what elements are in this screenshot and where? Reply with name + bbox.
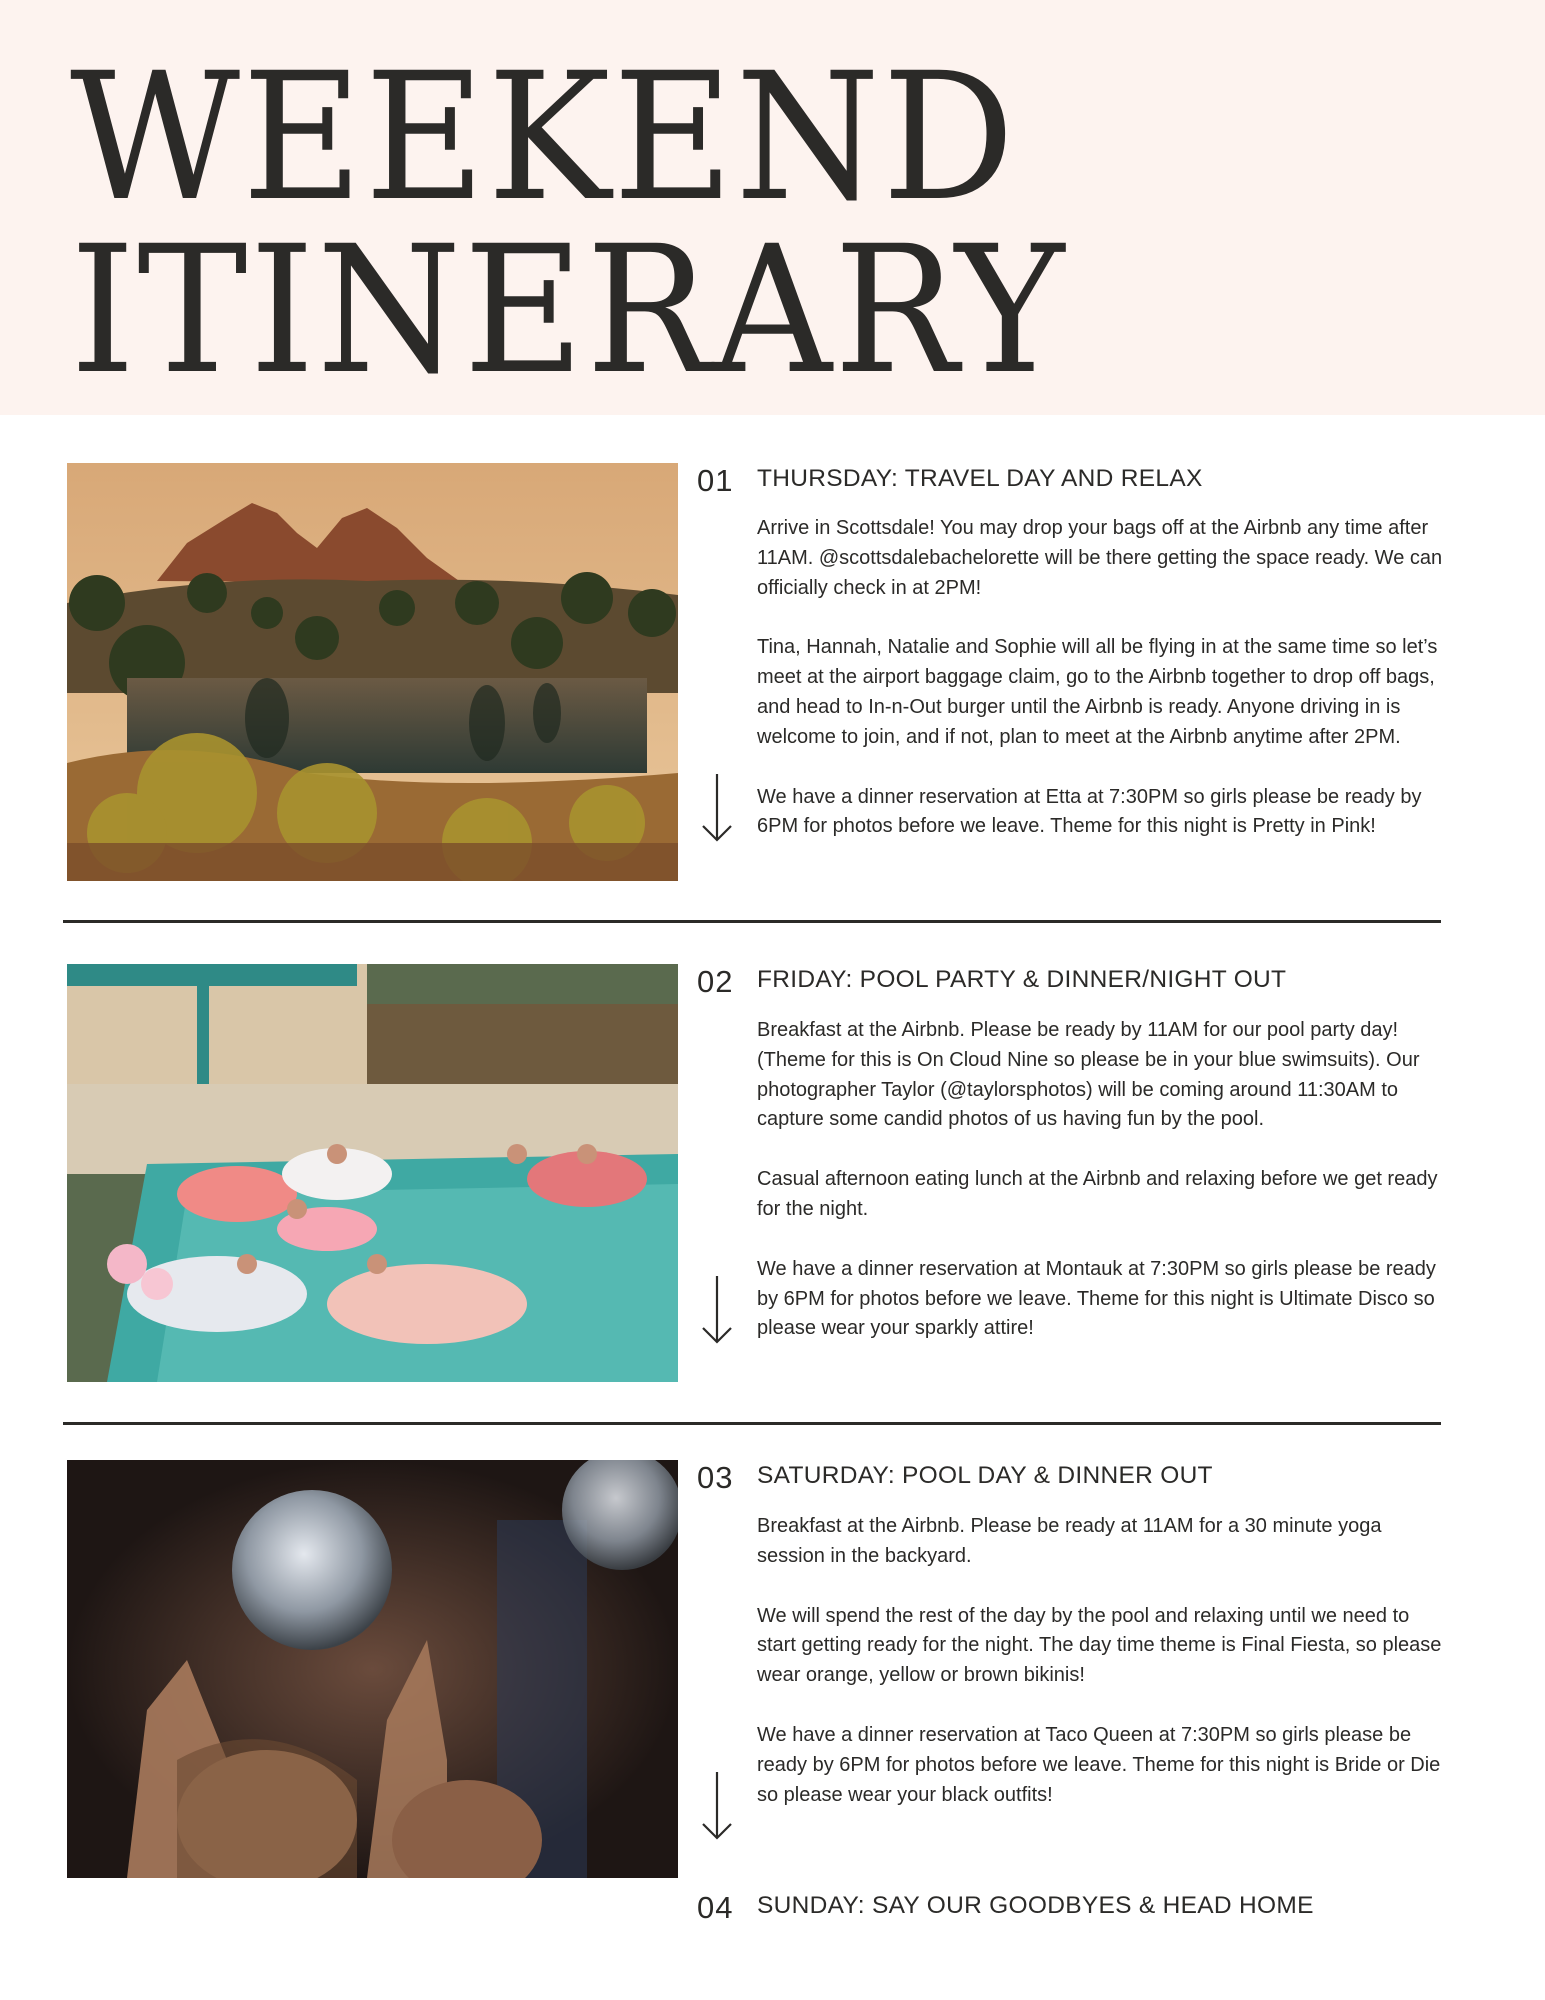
day-paragraph: Breakfast at the Airbnb. Please be ready at 11AM for a 30 minute yoga session in the backyard. [757, 1515, 1382, 1567]
desert-oasis-photo [67, 463, 678, 881]
day-paragraph: Casual afternoon eating lunch at the Airbnb and relaxing before we get ready for the night. [757, 1168, 1438, 1220]
day-title: SATURDAY: POOL DAY & DINNER OUT [757, 1462, 1213, 1489]
day-description [757, 1512, 1447, 1810]
page-title-line-2: ITINERARY [70, 208, 1067, 413]
day-title: FRIDAY: POOL PARTY & DINNER/NIGHT OUT [757, 966, 1287, 993]
arrow-down-icon [700, 1770, 734, 1842]
day-title: SUNDAY: SAY OUR GOODBYES & HEAD HOME [757, 1892, 1314, 1919]
section-divider [63, 1422, 1441, 1425]
day-number: 04 [697, 1890, 734, 1925]
day-paragraph: Arrive in Scottsdale! You may drop your bags off at the Airbnb any time after 11AM. @scottsdalebachelorette will be there getting the space ready. We can officially check in at 2PM! [757, 517, 1443, 599]
day-paragraph: We have a dinner reservation at Taco Queen at 7:30PM so girls please be ready by 6PM for photos before we leave. Theme for this night is Bride or Die so please wear your black outfits! [757, 1723, 1441, 1806]
disco-ball-party-photo [67, 1460, 678, 1878]
arrow-down-icon [700, 1274, 734, 1346]
day-paragraph: We will spend the rest of the day by the pool and relaxing until we need to start getting ready for the night. The day time theme is Final Fiesta, so please wear orange, yellow or brown bikinis! [757, 1604, 1442, 1687]
header-banner [0, 0, 1545, 415]
pool-party-photo [67, 964, 678, 1382]
day-number: 02 [697, 964, 734, 999]
section-divider [63, 920, 1441, 923]
day-paragraph: We have a dinner reservation at Montauk at 7:30PM so girls please be ready by 6PM for photos before we leave. Theme for this night is Ultimate Disco so please wear your sparkly attire! [757, 1257, 1436, 1340]
day-paragraph: We have a dinner reservation at Etta at 7:30PM so girls please be ready by 6PM for photos before we leave. Theme for this night is Pretty in Pink! [757, 785, 1422, 838]
day-title: THURSDAY: TRAVEL DAY AND RELAX [757, 465, 1203, 492]
day-paragraph: Tina, Hannah, Natalie and Sophie will all be flying in at the same time so let’s meet at the airport baggage claim, go to the Airbnb together to drop off bags, and head to In-n-Out burger until the Airbnb is ready. Anyone driving in is welcome to join, and if not, plan to meet at the Airbnb anytime after 2PM. [757, 636, 1438, 748]
page-title-line-1: WEEKEND [70, 35, 1017, 240]
day-description [757, 514, 1447, 842]
day-description [757, 1016, 1447, 1344]
arrow-down-icon [700, 772, 734, 844]
day-paragraph: Breakfast at the Airbnb. Please be ready by 11AM for our pool party day! (Theme for this is On Cloud Nine so please be in your blue swimsuits). Our photographer Taylor (@taylorsphotos) will be coming around 11:30AM to capture some candid photos of us having fun by the pool. [757, 1019, 1420, 1131]
day-number: 03 [697, 1460, 734, 1495]
day-number: 01 [697, 463, 734, 498]
